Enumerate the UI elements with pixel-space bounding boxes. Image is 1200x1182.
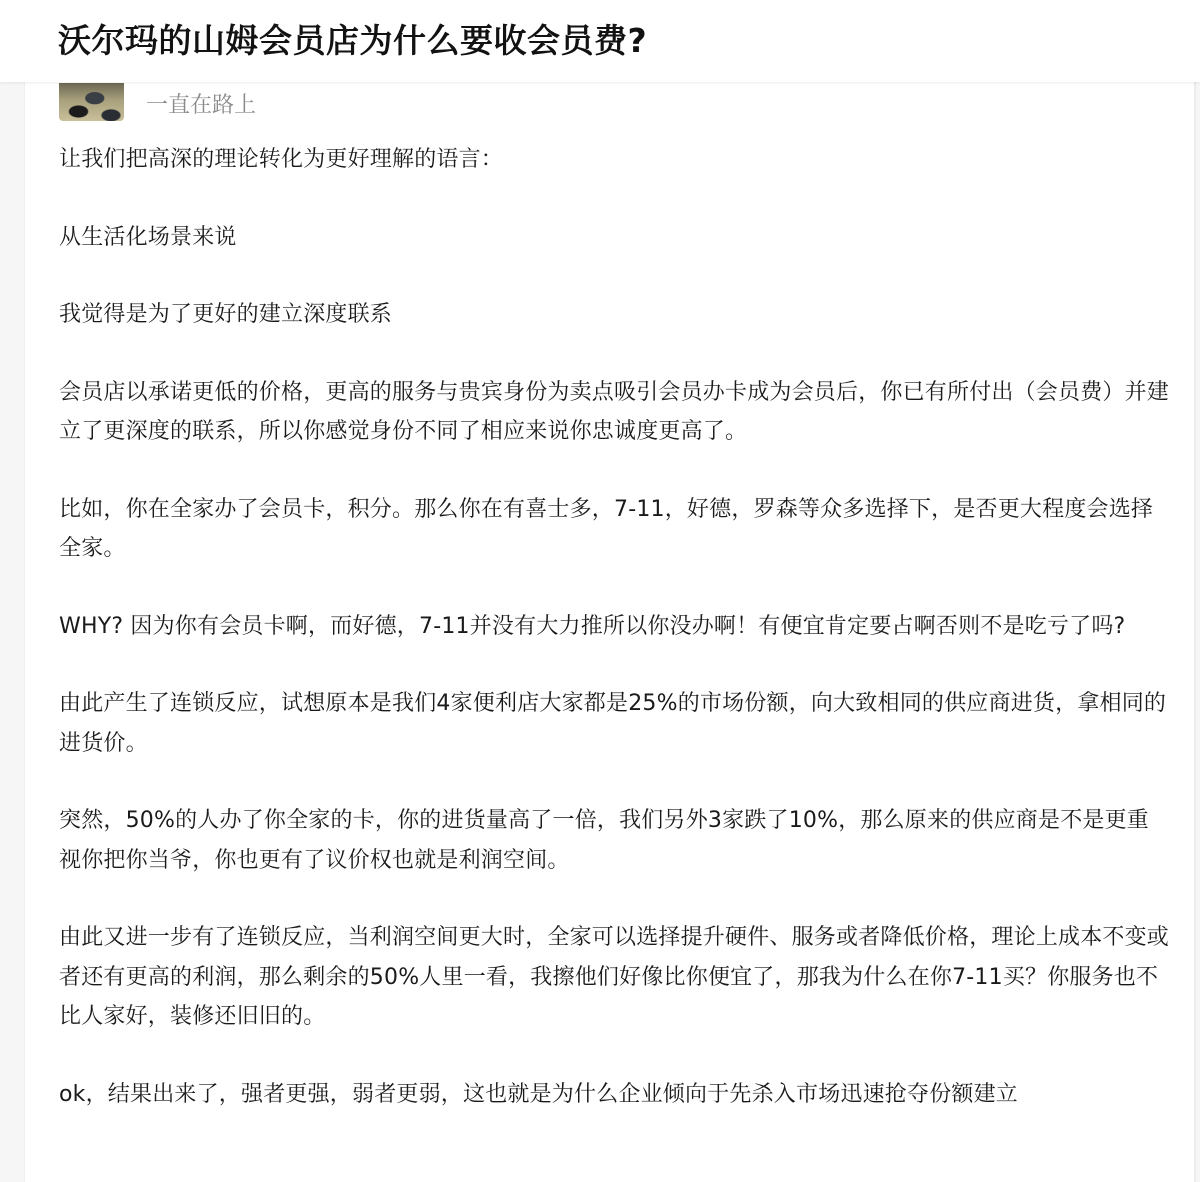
- author-info: [59, 82, 256, 122]
- answer-paragraph: 比如，你在全家办了会员卡，积分。那么你在有喜士多，7-11，好德，罗森等众多选择下，是否更大程度会选择全家。: [59, 496, 1154, 561]
- answer-paragraph: 突然，50%的人办了你全家的卡，你的进货量高了一倍，我们另外3家跌了10%，那么原来的供应商是不是更重视你把你当爷，你也更有了议价权也就是利润空间。: [59, 808, 1149, 873]
- answer-paragraph: 让我们把高深的理论转化为更好理解的语言：: [59, 147, 504, 172]
- answer-paragraph: 会员店以承诺更低的价格，更高的服务与贵宾身份为卖点吸引会员办卡成为会员后，你已有所付出（会员费）并建立了更深度的联系，所以你感觉身份不同了相应来说你忠诚度更高了。: [59, 379, 1170, 444]
- question-header: [0, 0, 1200, 82]
- question-title[interactable]: 沃尔玛的山姆会员店为什么要收会员费?: [58, 21, 648, 60]
- answer-card: [24, 82, 1196, 1182]
- author-name[interactable]: 一直在路上: [146, 92, 257, 118]
- answer-paragraph: 从生活化场景来说: [59, 224, 237, 250]
- answer-paragraph: 我觉得是为了更好的建立深度联系: [59, 302, 393, 327]
- answer-content: [59, 140, 1169, 1114]
- user-avatar-icon[interactable]: [59, 83, 124, 121]
- answer-paragraph: ok，结果出来了，强者更强，弱者更弱，这也就是为什么企业倾向于先杀入市场迅速抢夺份额建立: [59, 1081, 1019, 1107]
- answer-paragraph: 由此产生了连锁反应，试想原本是我们4家便利店大家都是25%的市场份额，向大致相同的供应商进货，拿相同的进货价。: [59, 691, 1167, 756]
- answer-paragraph: 由此又进一步有了连锁反应，当利润空间更大时，全家可以选择提升硬件、服务或者降低价格，理论上成本不变或者还有更高的利润，那么剩余的50%人里一看，我擦他们好像比你便宜了，那我为什么在你7-11买？你服务也不比人家好，装修还旧旧的。: [59, 925, 1170, 1029]
- answer-paragraph: WHY? 因为你有会员卡啊，而好德，7-11并没有大力推所以你没办啊！有便宜肯定要占啊否则不是吃亏了吗?: [59, 613, 1126, 639]
